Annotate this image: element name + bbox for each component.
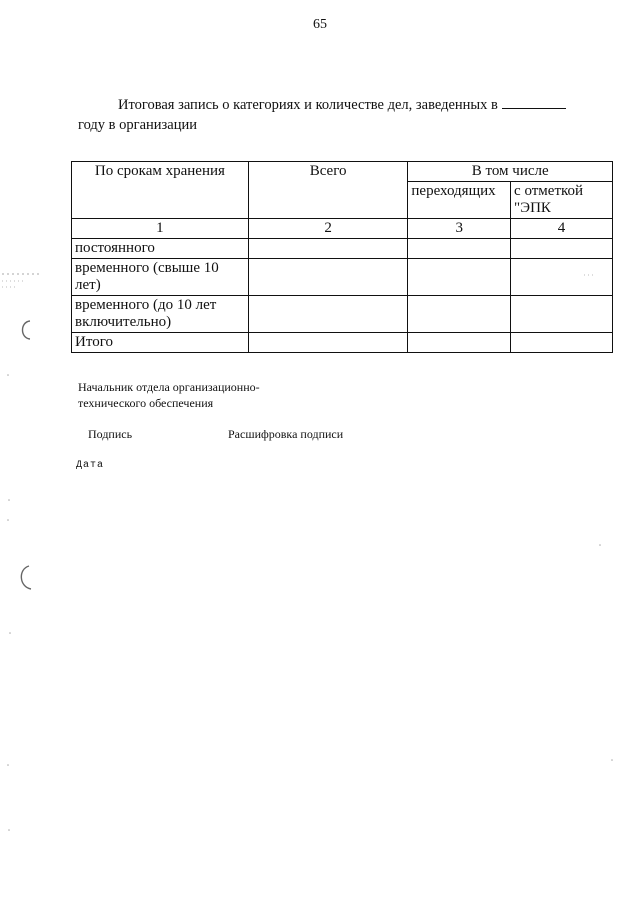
position-line-2: технического обеспечения	[78, 396, 214, 410]
header-including: В том числе	[408, 162, 613, 182]
signature-decoding-label: Расшифровка подписи	[228, 427, 344, 441]
column-number-1: 1	[72, 219, 249, 239]
edge-speck	[611, 759, 613, 761]
header-storage-period: По срокам хранения	[72, 162, 249, 219]
edge-speck	[7, 764, 9, 766]
row-label-temporary-over-10: временного (свыше 10 лет)	[72, 259, 249, 296]
column-number-4: 4	[511, 219, 613, 239]
edge-speck	[8, 499, 10, 501]
column-number-3: 3	[408, 219, 511, 239]
heading-line-1: Итоговая запись о категориях и количестве дел, заведенных в	[118, 97, 498, 113]
position-line-1: Начальник отдела организационно-	[78, 380, 260, 394]
header-total: Всего	[248, 162, 408, 219]
edge-speck	[7, 519, 9, 521]
edge-speck	[9, 632, 11, 634]
binder-hole-mark-upper	[23, 321, 31, 339]
edge-speck	[7, 374, 9, 376]
date-label: Дата	[76, 460, 105, 471]
binder-hole-mark-lower	[21, 566, 31, 589]
row-label-permanent: постоянного	[72, 239, 249, 259]
row-label-temporary-up-to-10: временного (до 10 лет включительно)	[72, 296, 249, 333]
header-carried-over: переходящих	[408, 182, 511, 219]
header-epk-mark: с отметкой "ЭПК	[511, 182, 613, 219]
row-label-total: Итого	[72, 333, 249, 353]
heading-line-2: году в организации	[78, 117, 197, 133]
signature-label: Подпись	[88, 427, 133, 441]
edge-speck	[599, 544, 601, 546]
edge-speck	[8, 829, 10, 831]
page-number: 65	[313, 17, 327, 32]
column-number-2: 2	[248, 219, 408, 239]
